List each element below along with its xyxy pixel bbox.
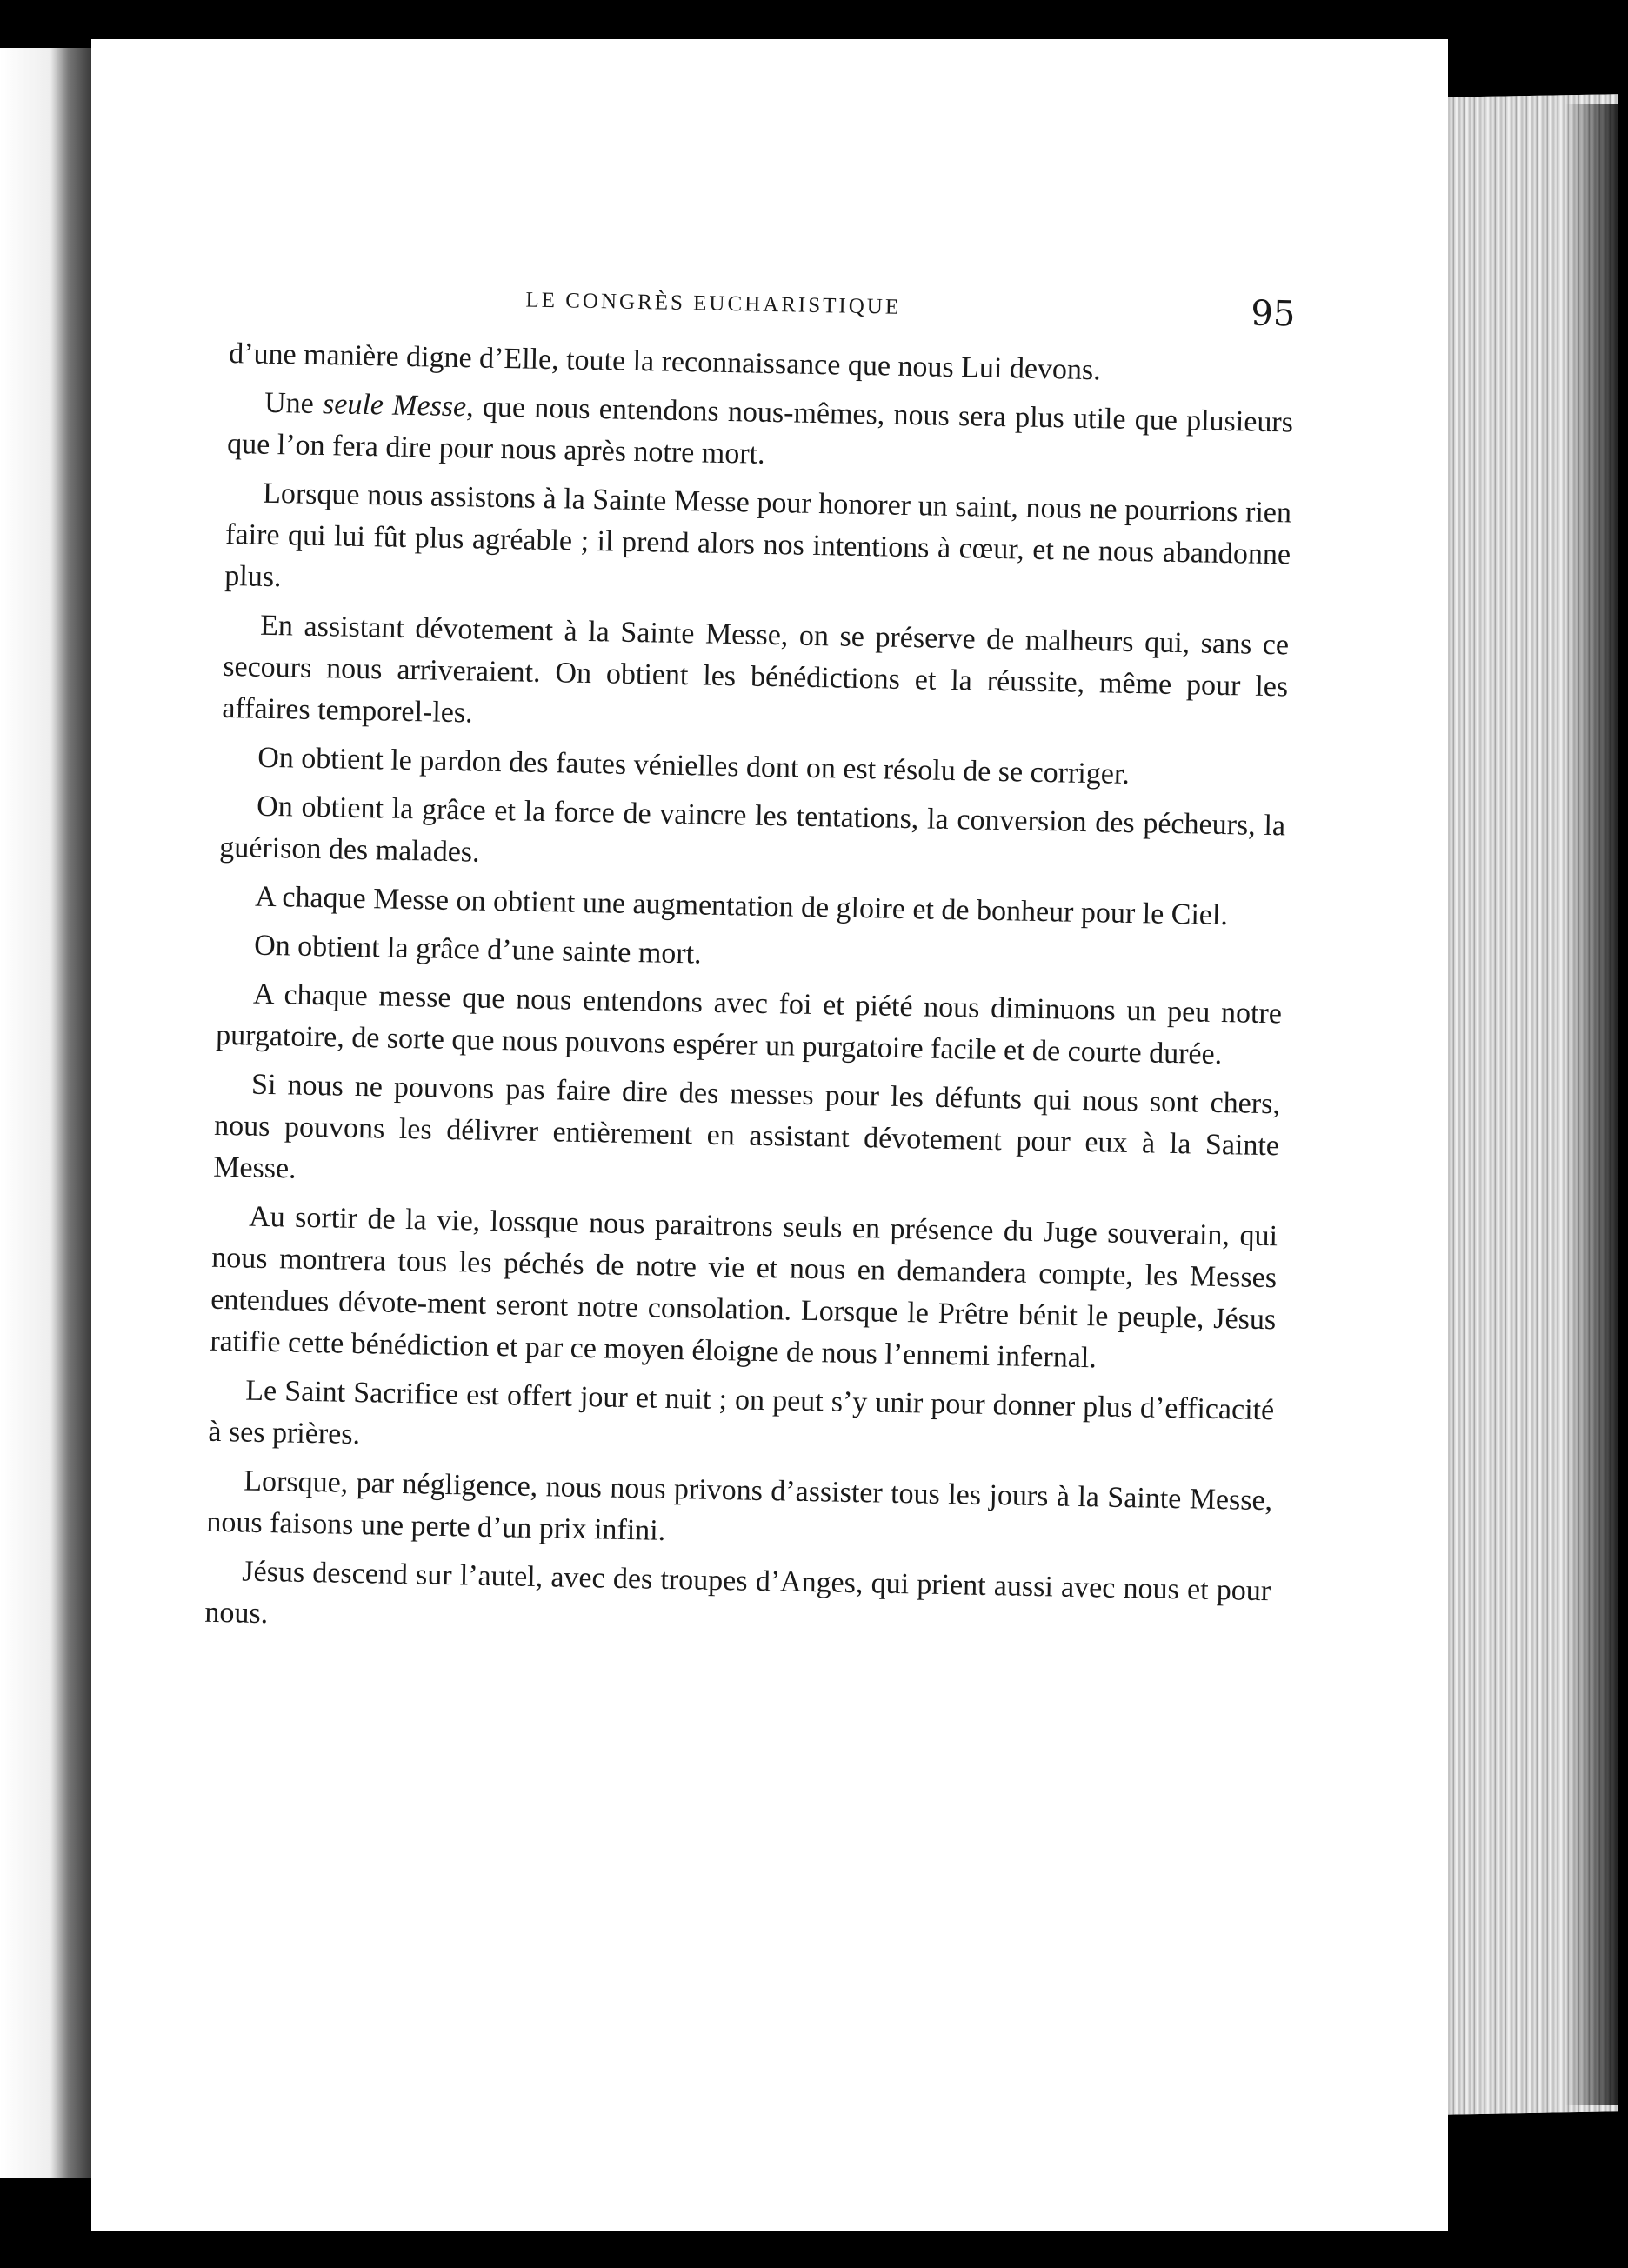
paragraph-3: Lorsque nous assistons à la Sainte Messe pour honorer un saint, nous ne pourrions rien faire qui lui fût plus agréable ; il prend alors nos intentions à cœur, et ne nous abandonne plus. <box>224 477 1292 594</box>
paragraph-8: On obtient la grâce d’une sainte mort. <box>253 929 703 971</box>
paragraph-11: Au sortir de la vie, lossque nous paraitrons seuls en présence du Juge souverain, qui nous montrera tous les péchés de notre vie et nous en demandera compte, les Messes entendues dévote-ment seront notre consolation. Lorsque le Prêtre bénit le peuple, Jésus ratifie cette bénédiction et par ce moyen éloigne de nous l’ennemi infernal. <box>210 1200 1278 1375</box>
paragraph-2-start: Une <box>264 386 324 421</box>
text-block <box>204 274 1296 1661</box>
paragraph-6: On obtient la grâce et la force de vaincre les tentations, la conversion des pécheurs, la guérison des malades. <box>218 790 1286 869</box>
emphasis-seule-messe: seule Messe <box>322 388 467 424</box>
paragraph-4: En assistant dévotement à la Sainte Messe, on se préserve de malheurs qui, sans ce secours nous arriveraient. On obtient les bénédictions et la réussite, même pour les affaires temporel-les. <box>222 609 1290 730</box>
paragraph-13: Lorsque, par négligence, nous nous privons d’assister tous les jours à la Sainte Messe, nous faisons une perte d’un prix infini. <box>206 1464 1273 1547</box>
paragraph-7: A chaque Messe on obtient une augmentation de gloire et de bonheur pour le Ciel. <box>254 880 1229 932</box>
page-number: 95 <box>1250 293 1296 335</box>
paragraph-14: Jésus descend sur l’autel, avec des troupes d’Anges, qui prient aussi avec nous et pour nous. <box>204 1555 1271 1631</box>
book-page <box>91 39 1448 2231</box>
paragraph-1: d’une manière digne d’Elle, toute la reconnaissance que nous Lui devons. <box>228 337 1102 387</box>
right-shadow <box>1565 104 1628 2105</box>
paragraph-2-end: , que nous entendons nous-mêmes, nous sera plus utile que plusieurs que l’on fera dire pour nous après notre mort. <box>226 390 1294 470</box>
paragraph-9: A chaque messe que nous entendons avec foi et piété nous diminuons un peu notre purgatoire, de sorte que nous pouvons espérer un purgatoire facile et de courte durée. <box>215 977 1283 1071</box>
paragraph-10: Si nous ne pouvons pas faire dire des messes pour les défunts qui nous sont chers, nous pouvons les délivrer entièrement en assistant dévotement pour eux à la Sainte Messe. <box>212 1068 1281 1185</box>
paragraph-2 <box>227 382 1294 485</box>
paragraph-5: On obtient le pardon des fautes vénielles dont on est résolu de se corriger. <box>257 741 1131 790</box>
left-page-edge <box>0 48 91 2178</box>
paragraph-12: Le Saint Sacrifice est offert jour et nuit ; on peut s’y unir pour donner plus d’efficacité à ses prières. <box>208 1374 1275 1451</box>
running-title: LE CONGRÈS EUCHARISTIQUE <box>525 288 902 319</box>
